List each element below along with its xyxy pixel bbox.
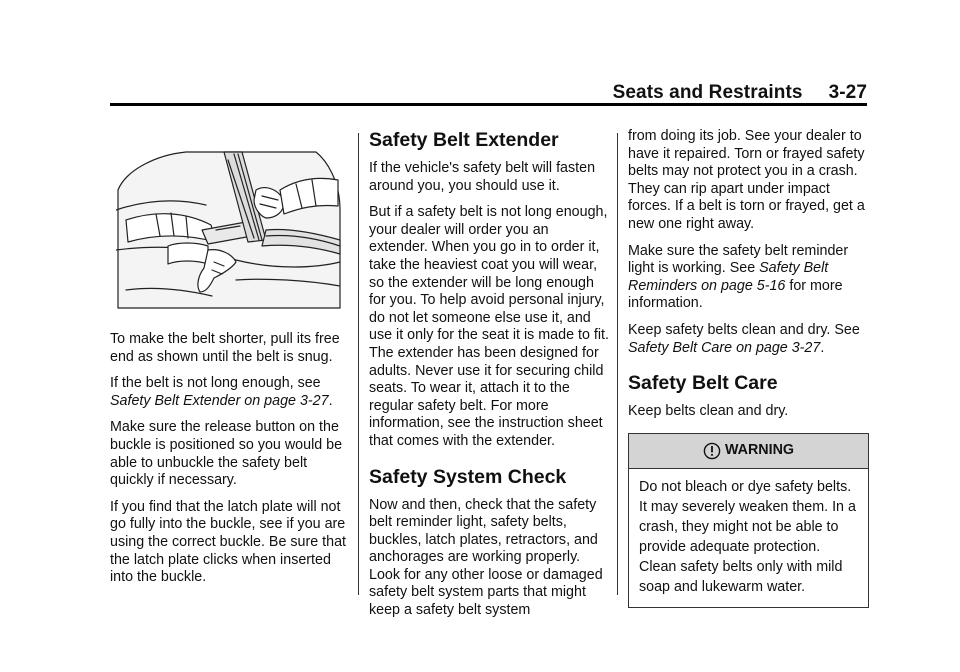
section-heading: Safety Belt Extender — [369, 129, 559, 151]
cross-reference: Safety Belt Care on page 3-27 — [628, 339, 821, 356]
paragraph: Now and then, check that the safety belt reminder light, safety belts, buckles, latch plates, retractors, and anchorages are working properly. Look for any other loose or damaged safety belt system parts that might keep a safety belt system — [369, 496, 603, 619]
paragraph: Keep belts clean and dry. — [628, 403, 789, 420]
paragraph: If the vehicle's safety belt will fasten around you, you should use it. — [369, 160, 596, 194]
paragraph: Make sure the safety belt reminder light is working. See Safety Belt Reminders on page 5-16 for more information. — [628, 242, 849, 312]
page-header — [110, 82, 867, 104]
column-1 — [110, 331, 350, 596]
warning-header — [629, 434, 868, 469]
paragraph: from doing its job. See your dealer to have it repaired. Torn or frayed safety belts may not protect you in a crash. They can rip apart under impact forces. If a belt is torn or frayed, get a new one right away. — [628, 128, 865, 232]
paragraph: To make the belt shorter, pull its free end as shown until the belt is snug. — [110, 331, 340, 365]
paragraph: Make sure the release button on the buckle is positioned so you would be able to unbuckle the safety belt quickly if necessary. — [110, 419, 343, 489]
paragraph: Keep safety belts clean and dry. See Safety Belt Care on page 3-27. — [628, 321, 860, 356]
section-heading: Safety Belt Care — [628, 372, 778, 395]
section-heading: Safety System Check — [369, 465, 567, 488]
paragraph: If the belt is not long enough, see Safety Belt Extender on page 3-27. — [110, 375, 333, 409]
column-divider — [358, 133, 359, 595]
warning-box — [628, 433, 869, 608]
warning-icon — [703, 442, 721, 460]
header-rule — [110, 103, 867, 106]
page-number: 3-27 — [828, 82, 867, 103]
paragraph: If you find that the latch plate will not go fully into the buckle, see if you are using the correct buckle. Be sure that the latch plate clicks when inserted into the buckle. — [110, 498, 347, 586]
cross-reference: Safety Belt Extender on page 3-27 — [110, 392, 329, 409]
paragraph: But if a safety belt is not long enough, your dealer will order you an extender. When you go in to order it, take the heaviest coat you will wear, so the extender will be long enough for you. To help avoid personal injury, do not let someone else use it, and use it only for the seat it is made to fit. The extender has been designed for adults. Never use it for securing child seats. To wear it, attach it to the regular safety belt. For more information, see the instruction sheet that comes with the extender. — [369, 204, 609, 449]
warning-title: WARNING — [724, 441, 795, 458]
section-title: Seats and Restraints — [612, 82, 803, 103]
cross-reference: Safety Belt Reminders on page 5-16 — [628, 260, 829, 294]
warning-text: Do not bleach or dye safety belts. It may severely weaken them. In a crash, they might not be able to provide adequate protection. Clean safety belts only with mild soap and lukewarm water. — [639, 478, 856, 595]
column-divider — [617, 133, 618, 595]
column-3 — [628, 128, 868, 608]
column-2 — [369, 128, 609, 629]
seatbelt-buckle-illustration — [116, 150, 342, 310]
